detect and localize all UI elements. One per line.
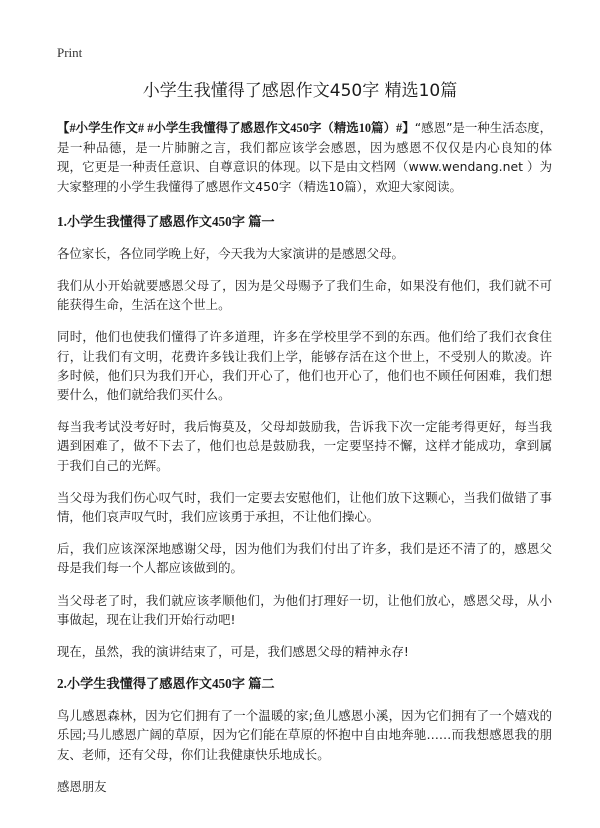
paragraph: 我们从小开始就要感恩父母了，因为是父母赐予了我们生命，如果没有他们，我们就不可能获得生命，生活在这个世上。 (57, 278, 552, 313)
section-heading-2: 2.小学生我懂得了感恩作文450字 篇二 (57, 676, 275, 692)
page-title: 小学生我懂得了感恩作文450字 精选10篇 (142, 81, 458, 101)
paragraph: 感恩朋友 (57, 778, 107, 794)
section-heading-1: 1.小学生我懂得了感恩作文450字 篇一 (57, 213, 275, 229)
intro-text: “感恩”是一种生活态度，是一种品德，是一片肺腑之言，我们都应该学会感恩，因为感恩不仅仅是内心良知的体现，它更是一种责任意识、自尊意识的体现。以下是由文档网（www.wendang.net ）为大家整理的小学生我懂得了感恩作文450字（精选10篇），欢迎大家阅读。 (57, 120, 553, 194)
paragraph: 鸟儿感恩森林，因为它们拥有了一个温暖的家;鱼儿感恩小溪，因为它们拥有了一个嬉戏的乐园;马儿感恩广阔的草原，因为它们能在草原的怀抱中自由地奔驰……而我想感恩我的朋友、老师，还有父母，你们让我健康快乐地成长。 (57, 708, 552, 762)
article-body (57, 118, 552, 809)
paragraph: 同时，他们也使我们懂得了许多道理，许多在学校里学不到的东西。他们给了我们衣食住行，让我们有文明，花费许多钱让我们上学，能够存活在这个世上，不受别人的欺凌。许多时候，他们只为我们开心，我们开心了，他们也开心了，他们也不顾任何困难，我们想要什么，他们就给我们买什么。 (57, 329, 552, 403)
print-link[interactable]: Print (57, 45, 83, 60)
paragraph: 后，我们应该深深地感谢父母，因为他们为我们付出了许多，我们是还不清了的，感恩父母是我们每一个人都应该做到的。 (57, 541, 552, 576)
paragraph: 现在，虽然，我的演讲结束了，可是，我们感恩父母的精神永存! (57, 644, 409, 660)
intro-paragraph (57, 118, 552, 196)
paragraph: 当父母为我们伤心叹气时，我们一定要去安慰他们，让他们放下这颗心，当我们做错了事情，他们哀声叹气时，我们应该勇于承担，不让他们操心。 (57, 489, 552, 525)
paragraph: 各位家长，各位同学晚上好，今天我为大家演讲的是感恩父母。 (57, 245, 404, 261)
intro-lead: 【#小学生作文# #小学生我懂得了感恩作文450字（精选10篇）#】 (57, 121, 415, 135)
paragraph: 当父母老了时，我们就应该孝顺他们，为他们打理好一切，让他们放心，感恩父母，从小事做起，现在让我们开始行动吧! (57, 592, 552, 627)
paragraph: 每当我考试没考好时，我后悔莫及，父母却鼓励我，告诉我下次一定能考得更好，每当我遇到困难了，做不下去了，他们也总是鼓励我，一定要坚持不懈，这样才能成功，拿到属于我们自己的光辉。 (57, 419, 552, 473)
